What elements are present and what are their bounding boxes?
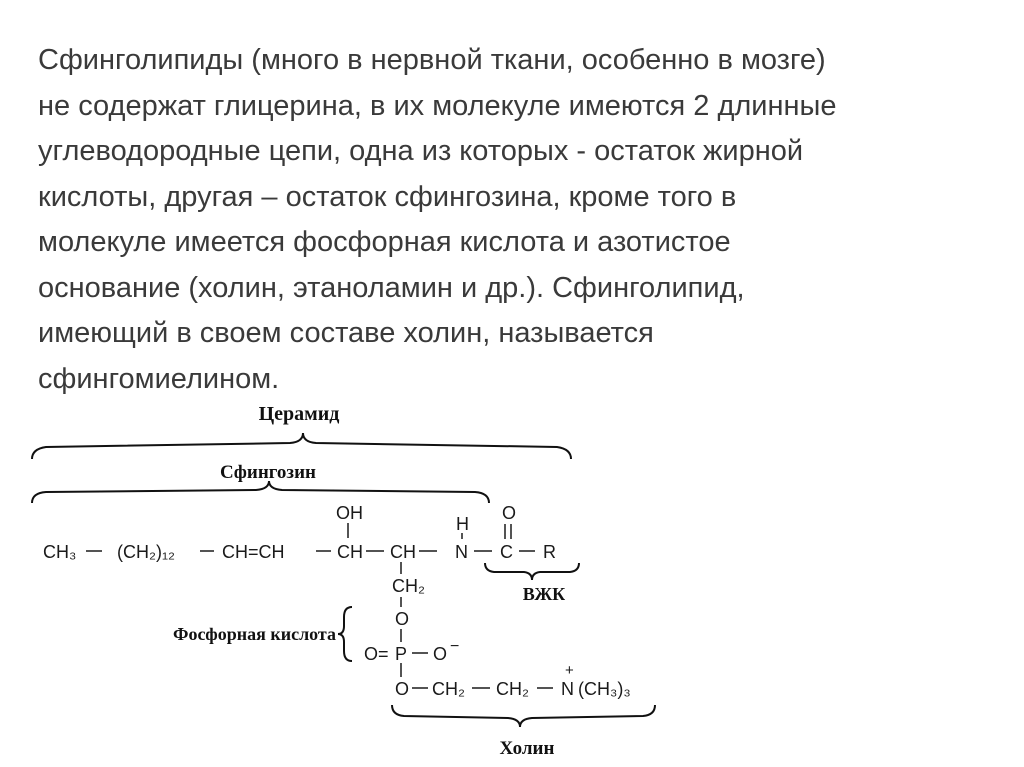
- p-atom: P: [395, 644, 408, 664]
- intro-line-3: углеводородные цепи, одна из которых - остаток жирной: [38, 135, 804, 167]
- ceramide-brace: [32, 433, 571, 459]
- r-group: R: [543, 542, 556, 562]
- phosphoric-acid-brace: [338, 607, 352, 661]
- intro-line-5: молекуле имеется фосфорная кислота и азотистое: [38, 226, 731, 258]
- o-carbonyl: O: [502, 503, 517, 523]
- ch-eq-ch-group: CH=CH: [222, 542, 285, 562]
- oh-group: OH: [336, 503, 363, 523]
- o-bottom: O: [395, 679, 410, 699]
- h-atom: H: [456, 514, 469, 534]
- ceramide-label: Церамид: [258, 403, 340, 425]
- ch2-12-group: (CH₂)₁₂: [117, 542, 176, 562]
- ch3-group: CH₃: [43, 542, 77, 562]
- ch2-choline-b: CH₂: [496, 679, 529, 699]
- fatty-acid-label: ВЖК: [522, 584, 566, 604]
- n-choline: N: [561, 679, 574, 699]
- o-eq-phosphate: O=: [364, 644, 389, 664]
- intro-line-2: не содержат глицерина, в их молекуле имеются 2 длинные: [38, 89, 837, 122]
- intro-line-7: имеющий в своем составе холин, называется: [38, 317, 654, 349]
- choline-label: Холин: [499, 738, 555, 759]
- ch2-choline-a: CH₂: [432, 679, 465, 699]
- intro-line-1: Сфинголипиды (много в нервной ткани, особенно в мозге): [38, 44, 826, 76]
- fatty-acid-brace: [485, 563, 579, 580]
- phosphoric-acid-label: Фосфорная кислота: [173, 624, 336, 644]
- trimethyl-group: (CH₃)₃: [578, 679, 631, 699]
- n-amide: N: [455, 542, 468, 562]
- ch-group-a: CH: [337, 542, 363, 562]
- intro-line-4: кислоты, другая – остаток сфингозина, кроме того в: [38, 180, 737, 213]
- intro-line-8: сфингомиелином.: [38, 362, 280, 395]
- sphingosine-brace: [32, 481, 489, 503]
- choline-brace: [392, 705, 655, 727]
- intro-line-6: основание (холин, этаноламин и др.). Сфинголипид,: [38, 271, 745, 304]
- o-minus: O: [433, 644, 448, 664]
- sphingosine-label: Сфингозин: [220, 462, 316, 483]
- plus-charge: +: [565, 662, 574, 679]
- o-ester-link: O: [395, 609, 410, 629]
- minus-charge: −: [450, 638, 460, 655]
- ch-group-b: CH: [390, 542, 416, 562]
- ch2-link: CH₂: [392, 576, 425, 596]
- c-carbonyl: C: [500, 542, 513, 562]
